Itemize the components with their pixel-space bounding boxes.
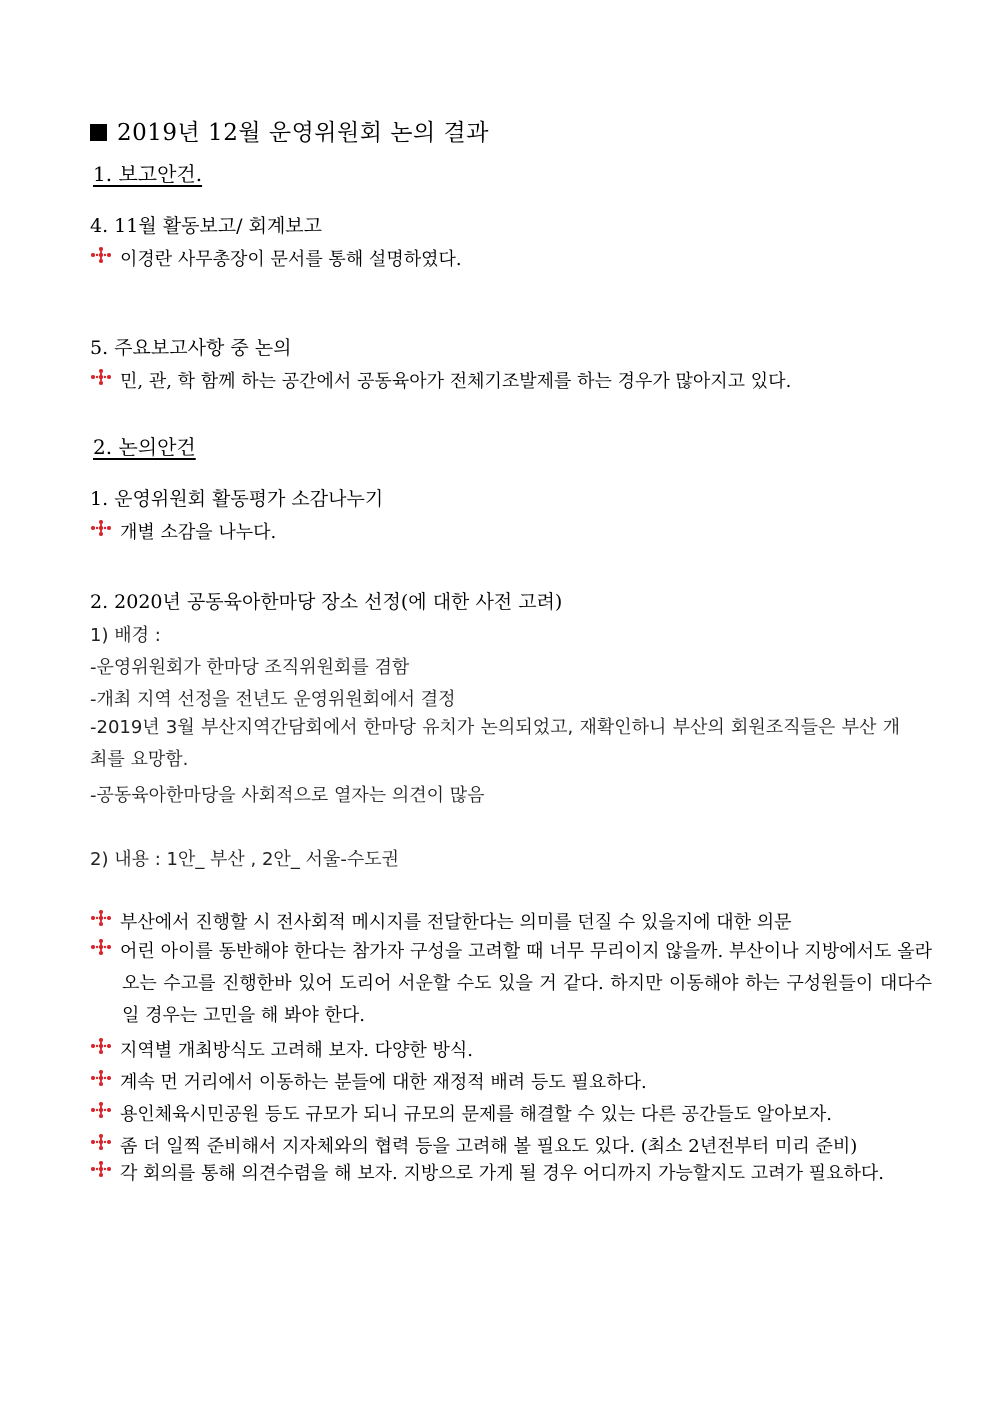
red-dot-cluster-icon [90,909,112,927]
content-line: 2) 내용 : 1안_ 부산 , 2안_ 서울-수도권 [90,849,399,870]
red-dot-cluster-icon [90,1133,112,1151]
red-dot-cluster-icon [90,519,112,537]
background-line: -2019년 3월 부산지역간담회에서 한마당 유치가 논의되었고, 재확인하니 부산의 회원조직들은 부산 개최를 요망함. [90,717,900,770]
discussion-bullet: 좀 더 일찍 준비해서 지자체와의 협력 등을 고려해 볼 필요도 있다. (최소 2년전부터 미리 준비) [90,1132,900,1158]
red-dot-cluster-icon [90,368,112,386]
red-dot-cluster-icon [90,1160,112,1178]
item-1-heading: 1. 운영위원회 활동평가 소감나누기 [90,488,384,510]
discussion-bullet: 계속 먼 거리에서 이동하는 분들에 대한 재정적 배려 등도 필요하다. [90,1068,900,1094]
discussion-bullet: 용인체육시민공원 등도 규모가 되니 규모의 문제를 해결할 수 있는 다른 공간들도 알아보자. [90,1100,900,1126]
item-5-heading: 5. 주요보고사항 중 논의 [90,337,292,359]
red-dot-cluster-icon [90,1069,112,1087]
background-label: 1) 배경 : [90,625,161,646]
background-line: -개최 지역 선정을 전년도 운영위원회에서 결정 [90,689,456,710]
item-1-bullet: 개별 소감을 나누다. [90,518,900,544]
black-square-icon [90,124,107,141]
page-title: 2019년 12월 운영위원회 논의 결과 [90,114,900,147]
item-4-heading: 4. 11월 활동보고/ 회계보고 [90,215,323,237]
discussion-bullet: 부산에서 진행할 시 전사회적 메시지를 전달한다는 의미를 던질 수 있을지에 대한 의문 [90,908,900,934]
background-line: -공동육아한마당을 사회적으로 열자는 의견이 많음 [90,785,485,806]
background-line: -운영위원회가 한마당 조직위원회를 겸함 [90,657,410,678]
red-dot-cluster-icon [90,1101,112,1119]
discussion-bullet: 지역별 개최방식도 고려해 보자. 다양한 방식. [90,1036,900,1062]
red-dot-cluster-icon [90,246,112,264]
discussion-bullet: 어린 아이를 동반해야 한다는 참가자 구성을 고려할 때 너무 무리이지 않을까. 부산이나 지방에서도 올라오는 수고를 진행한바 있어 도리어 서운할 수도 있을 거 같다. 하지만 이동해야 하는 구성원들이 대다수일 경우는 고민을 해 봐야 한다. [90,936,932,1032]
red-dot-cluster-icon [90,1037,112,1055]
section-1-heading: 1. 보고안건. [93,162,203,186]
discussion-bullet: 각 회의를 통해 의견수렴을 해 보자. 지방으로 가게 될 경우 어디까지 가능할지도 고려가 필요하다. [90,1158,932,1190]
red-dot-cluster-icon [90,938,112,956]
section-2-heading: 2. 논의안건 [93,435,196,459]
item-2-heading: 2. 2020년 공동육아한마당 장소 선정(에 대한 사전 고려) [90,591,563,613]
item-4-bullet: 이경란 사무총장이 문서를 통해 설명하였다. [90,245,900,271]
item-5-bullet: 민, 관, 학 함께 하는 공간에서 공동육아가 전체기조발제를 하는 경우가 많아지고 있다. [90,367,900,393]
